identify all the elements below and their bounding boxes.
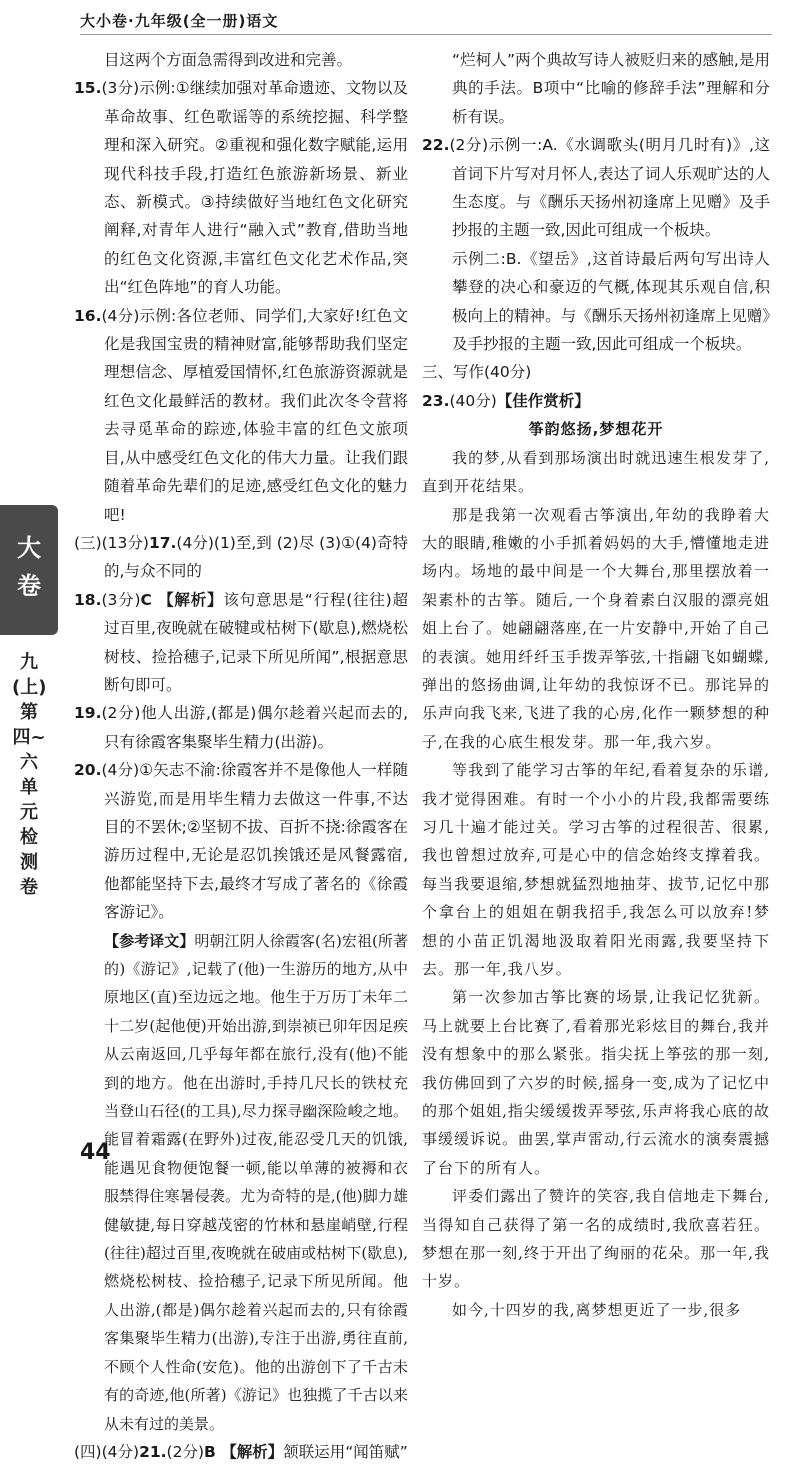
answer-label: 【参考译文】 bbox=[104, 931, 195, 950]
answer-item bbox=[74, 586, 408, 700]
answer-text: 颔联运用“闻笛赋” bbox=[283, 1442, 408, 1461]
answer-text: (四)(4分) bbox=[74, 1442, 140, 1461]
answer-label: 【佳作赏析】 bbox=[496, 391, 590, 410]
answer-item bbox=[74, 1438, 408, 1466]
left-column bbox=[74, 46, 408, 1466]
answer-text: 该句意思是“行程(往往)超过百里,夜晚就在破犍或枯树下(歇息),燃烧松树枝、捡拾穗子,记录下所见所闻”,根据意思断句即可。 bbox=[104, 590, 408, 694]
answer-item bbox=[422, 46, 770, 131]
answer-label: 15. bbox=[74, 79, 102, 98]
answer-item bbox=[74, 529, 408, 586]
essay-title: 筝韵悠扬,梦想花开 bbox=[528, 420, 664, 439]
right-column bbox=[422, 46, 770, 1324]
side-tab bbox=[0, 505, 58, 635]
answer-label: 【解析】 bbox=[215, 1442, 284, 1461]
essay-paragraph: 等我到了能学习古筝的年纪,看着复杂的乐谱,我才觉得困难。有时一个小小的片段,我都需要练习几十遍才能过关。学习古筝的过程很苦、很累,我也曾想过放弃,可是心中的信念始终支撑着我。每当我要退缩,梦想就猛烈地抽芽、拔节,记忆中那个拿台上的姐姐在朝我招手,我怎么可以放弃!梦想的小苗正饥渴地汲取着阳光雨露,我要坚持下去。那一年,我八岁。 bbox=[422, 761, 770, 978]
essay-paragraph: 第一次参加古筝比赛的场景,让我记忆犹新。马上就要上台比赛了,看着那光彩炫目的舞台,我并没有想象中的那么紧张。指尖抚上筝弦的那一刻,我仿佛回到了六岁的时候,摇身一变,成为了记忆中的那个姐姐,指尖缓缓拨弄琴弦,乐声将我心底的故事缓缓诉说。曲罢,掌声雷动,行云流水的演奏震撼了台下的所有人。 bbox=[422, 988, 770, 1177]
essay-paragraph: 评委们露出了赞许的笑容,我自信地走下舞台,当得知自己获得了第一名的成绩时,我欣喜若狂。梦想在那一刻,终于开出了绚丽的花朵。那一年,我十岁。 bbox=[422, 1187, 770, 1291]
answer-text: (40分) bbox=[449, 391, 497, 410]
answer-label: 22. bbox=[422, 136, 450, 155]
side-tab-char: 大 bbox=[17, 534, 41, 562]
answer-label: 19. bbox=[74, 704, 102, 723]
side-label: 九(上) 第四~六单元检测卷 bbox=[12, 652, 47, 898]
header-title: 大小卷·九年级(全一册)语文 bbox=[80, 12, 279, 30]
answer-text: (2分) bbox=[166, 1442, 204, 1461]
answer-item bbox=[74, 699, 408, 756]
header-divider bbox=[80, 34, 772, 35]
page-number: 44 bbox=[80, 1140, 111, 1165]
answer-text: (2分)他人出游,(都是)偶尔趁着兴起而去的,只有徐霞客集聚毕生精力(出游)。 bbox=[101, 704, 408, 751]
answer-label: 23. bbox=[422, 391, 450, 410]
answer-item bbox=[74, 302, 408, 529]
answer-label: 16. bbox=[74, 306, 102, 325]
answer-label: 20. bbox=[74, 761, 102, 780]
answer-text: 目这两个方面急需得到改进和完善。 bbox=[104, 51, 353, 69]
essay-paragraph: 那是我第一次观看古筝演出,年幼的我睁着大大的眼睛,稚嫩的小手抓着妈妈的大手,懵懂地走进场内。场地的最中间是一个大舞台,那里摆放着一架素朴的古筝。随后,一个身着素白汉服的漂亮姐姐上台了。她翩翩落座,在一片安静中,开始了自己的表演。她用纤纤玉手拨弄筝弦,十指翩飞如蝴蝶,弹出的悠扬曲调,让年幼的我惊讶不已。那诧异的乐声向我飞来,飞进了我的心房,化作一颗梦想的种子,在我的心底生根发芽。那一年,我六岁。 bbox=[422, 505, 770, 751]
answer-text: 示例二:B.《望岳》,这首诗最后两句写出诗人攀登的决心和豪迈的气概,体现其乐观自信,积极向上的精神。与《酬乐天扬州初逢席上见赠》及手抄报的主题一致,因此可组成一个板块。 bbox=[452, 249, 770, 354]
answer-item bbox=[422, 387, 770, 415]
answer-text: (2分)示例一:A.《水调歌头(明月几时有)》,这首词下片写对月怀人,表达了词人乐观旷达的人生态度。与《酬乐天扬州初逢席上见赠》及手抄报的主题一致,因此可组成一个板块。 bbox=[449, 136, 770, 240]
answer-item bbox=[74, 927, 408, 1438]
answer-label: 18. bbox=[74, 590, 102, 609]
answer-item bbox=[74, 74, 408, 301]
answer-item bbox=[422, 245, 770, 359]
answer-text: “烂柯人”两个典故写诗人被贬归来的感触,是用典的手法。B项中“比喻的修辞手法”理解和分析有误。 bbox=[452, 51, 770, 126]
answer-item bbox=[74, 46, 408, 74]
answer-text: (4分)①矢志不渝:徐霞客并不是像他人一样随兴游览,而是用毕生精力去做这一件事,不达目的不罢休;②坚韧不拔、百折不挠:徐霞客在游历过程中,无论是忍饥挨饿还是风餐露宿,他都能坚持下去,最终才写成了著名的《徐霞客游记》。 bbox=[101, 761, 408, 922]
side-tab-char: 卷 bbox=[17, 572, 41, 600]
answer-item bbox=[422, 131, 770, 245]
answer-label: B bbox=[204, 1442, 216, 1461]
answer-text: (4分)示例:各位老师、同学们,大家好!红色文化是我国宝贵的精神财富,能够帮助我们坚定理想信念、厚植爱国情怀,红色旅游资源就是红色文化最鲜活的教材。我们此次冬令营将去寻觅革命的踪迹,体验丰富的红色文旅项目,从中感受红色文化的伟大力量。让我们跟随着革命先辈们的足迹,感受红色文化的魅力吧! bbox=[101, 306, 408, 524]
essay-paragraph: 如今,十四岁的我,离梦想更近了一步,很多 bbox=[452, 1300, 742, 1319]
answer-text: (3分) bbox=[101, 590, 141, 609]
answer-item bbox=[422, 358, 770, 386]
answer-label: C bbox=[140, 590, 152, 609]
answer-text: (3分)示例:①继续加强对革命遗迹、文物以及革命故事、红色歌谣等的系统挖掘、科学整理和深入研究。②重视和强化数字赋能,运用现代科技手段,打造红色旅游新场景、新业态、新模式。③持续做好当地红色文化研究阐释,对青年人进行“融入式”教育,借助当地的红色文化资源,丰富红色文化艺术作品,突出“红色阵地”的育人功能。 bbox=[101, 79, 408, 297]
answer-item bbox=[74, 756, 408, 926]
answer-label: 【解析】 bbox=[151, 590, 224, 609]
answer-text: (4分)(1)至,到 (2)尽 (3)①(4)奇特的,与众不同的 bbox=[104, 533, 408, 581]
answer-label: 21. bbox=[139, 1442, 167, 1461]
answer-text: (三)(13分) bbox=[74, 533, 149, 552]
essay-paragraph: 我的梦,从看到那场演出时就迅速生根发芽了,直到开花结果。 bbox=[422, 448, 770, 496]
answer-text: 明朝江阴人徐霞客(名)宏祖(所著的)《游记》,记载了(他)一生游历的地方,从中原地区(直)至边远之地。他生于万历丁未年二十二岁(起他便)开始出游,到崇祯已卯年因足疾从云南返回,几乎每年都在旅行,没有(他)不能到的地方。他在出游时,手持几尺长的铁杖充当登山石径(的工具),尽力探寻幽深险峻之地。能冒着霜露(在野外)过夜,能忍受几天的饥饿,能遇见食物便饱餐一顿,能以单薄的被褥和衣服禁得住寒暑侵袭。尤为奇特的是,(他)脚力雄健敏捷,每日穿越茂密的竹林和悬崖峭壁,行程(往往)超过百里,夜晚就在破庙或枯树下(歇息),燃烧松树枝、捡拾穗子,记录下所见所闻。他人出游,(都是)偶尔趁着兴起而去的,只有徐霞客集聚毕生精力(出游),专注于出游,勇往直前,不顾个人性命(安危)。他的出游创下了千古未有的奇迹,他(所著)《游记》也独揽了千古以来从未有过的美景。 bbox=[104, 931, 408, 1433]
answer-text: 三、写作(40分) bbox=[422, 363, 532, 382]
answer-label: 17. bbox=[148, 533, 177, 552]
